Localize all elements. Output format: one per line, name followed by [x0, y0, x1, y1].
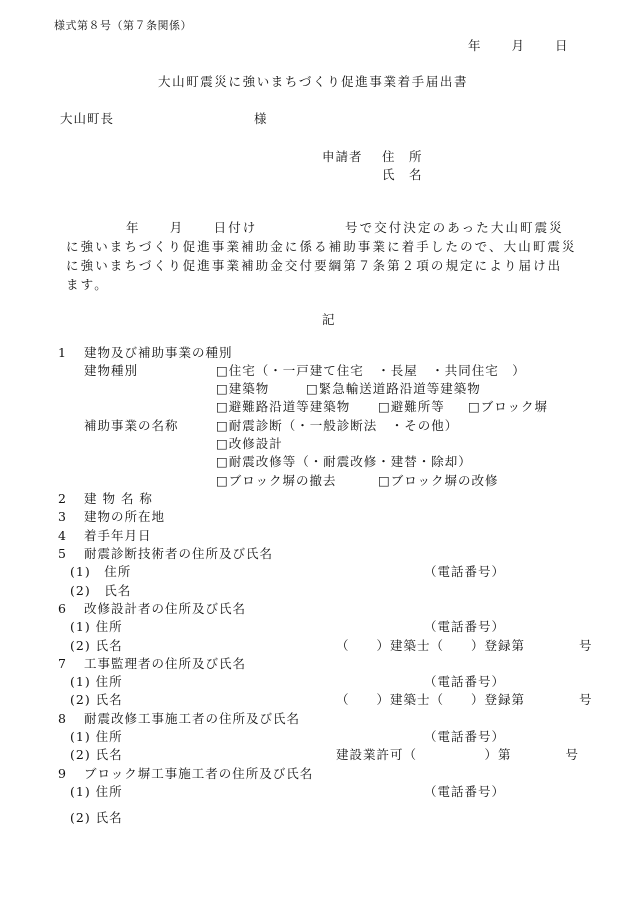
- building-type-option-emergency-road[interactable]: □緊急輸送道路沿道等建築物: [306, 381, 481, 396]
- body-line-4: ます。: [66, 277, 109, 292]
- item-8-phone: （電話番号）: [424, 729, 506, 744]
- item-9-phone: （電話番号）: [424, 784, 506, 799]
- item-8-license: 建設業許可（ ）第 号: [336, 747, 580, 762]
- item-9-address: (1) 住所: [70, 784, 123, 799]
- item-6-phone: （電話番号）: [424, 619, 506, 634]
- ki-heading: 記: [322, 312, 336, 327]
- project-option-wall-repair[interactable]: □ブロック塀の改修: [378, 473, 499, 488]
- item-5-label: 耐震診断技術者の住所及び氏名: [84, 546, 274, 561]
- project-name-label: 補助事業の名称: [84, 418, 179, 433]
- item-7-phone: （電話番号）: [424, 674, 506, 689]
- item-6-label: 改修設計者の住所及び氏名: [84, 601, 247, 616]
- item-1-label: 建物及び補助事業の種別: [84, 345, 233, 360]
- item-6-registration: （ ）建築士（ ）登録第 号: [336, 638, 593, 653]
- building-type-option-evacuation-road[interactable]: □避難路沿道等建築物: [216, 399, 351, 414]
- item-9-number: 9: [58, 766, 67, 781]
- item-5-name: (2) 氏名: [70, 583, 132, 598]
- item-8-address: (1) 住所: [70, 729, 123, 744]
- item-6-name: (2) 氏名: [70, 638, 123, 653]
- item-8-label: 耐震改修工事施工者の住所及び氏名: [84, 711, 301, 726]
- item-5-phone: （電話番号）: [424, 564, 506, 579]
- item-2-number: 2: [58, 491, 67, 506]
- building-type-option-building[interactable]: □建築物: [216, 381, 270, 396]
- item-9-label: ブロック塀工事施工者の住所及び氏名: [84, 766, 314, 781]
- item-3-number: 3: [58, 509, 67, 524]
- item-5-number: 5: [58, 546, 67, 561]
- building-type-option-block-wall[interactable]: □ブロック塀: [468, 399, 549, 414]
- item-8-number: 8: [58, 711, 67, 726]
- item-4-label: 着手年月日: [84, 528, 152, 543]
- form-number: 様式第８号（第７条関係）: [54, 19, 192, 32]
- applicant-label: 申請者: [322, 149, 363, 164]
- item-3-label: 建物の所在地: [84, 509, 166, 524]
- addressee-honorific: 様: [254, 111, 268, 126]
- item-7-number: 7: [58, 656, 67, 671]
- document-title: 大山町震災に強いまちづくり促進事業着手届出書: [158, 74, 469, 89]
- addressee-name: 大山町長: [60, 111, 115, 126]
- body-line-2: に強いまちづくり促進事業補助金に係る補助事業に着手したので、大山町震災: [66, 239, 577, 254]
- building-type-option-house[interactable]: □住宅（・一戸建て住宅 ・長屋 ・共同住宅 ）: [216, 363, 526, 378]
- date-line: 年 月 日: [468, 38, 570, 53]
- notification-paragraph: [66, 218, 586, 294]
- building-type-option-shelter[interactable]: □避難所等: [378, 399, 445, 414]
- item-7-name: (2) 氏名: [70, 692, 123, 707]
- building-type-label: 建物種別: [84, 363, 139, 378]
- project-option-wall-removal[interactable]: □ブロック塀の撤去: [216, 473, 337, 488]
- item-4-number: 4: [58, 528, 67, 543]
- item-7-registration: （ ）建築士（ ）登録第 号: [336, 692, 593, 707]
- applicant-address-label: 住 所: [382, 149, 423, 164]
- body-line-1: 年 月 日付け 号で交付決定のあった大山町震災: [126, 220, 564, 235]
- item-1-number: 1: [58, 345, 67, 360]
- item-6-number: 6: [58, 601, 67, 616]
- item-8-name: (2) 氏名: [70, 747, 123, 762]
- project-option-design[interactable]: □改修設計: [216, 436, 283, 451]
- item-6-address: (1) 住所: [70, 619, 123, 634]
- project-option-retrofit[interactable]: □耐震改修等（・耐震改修・建替・除却）: [216, 454, 472, 469]
- item-2-label: 建 物 名 称: [84, 491, 153, 506]
- applicant-name-label: 氏 名: [382, 167, 423, 182]
- item-5-address: (1) 住所: [70, 564, 132, 579]
- item-9-name: (2) 氏名: [70, 810, 123, 825]
- body-line-3: に強いまちづくり促進事業補助金交付要綱第７条第２項の規定により届け出: [66, 258, 563, 273]
- item-7-address: (1) 住所: [70, 674, 123, 689]
- item-7-label: 工事監理者の住所及び氏名: [84, 656, 247, 671]
- project-option-diagnosis[interactable]: □耐震診断（・一般診断法 ・その他）: [216, 418, 459, 433]
